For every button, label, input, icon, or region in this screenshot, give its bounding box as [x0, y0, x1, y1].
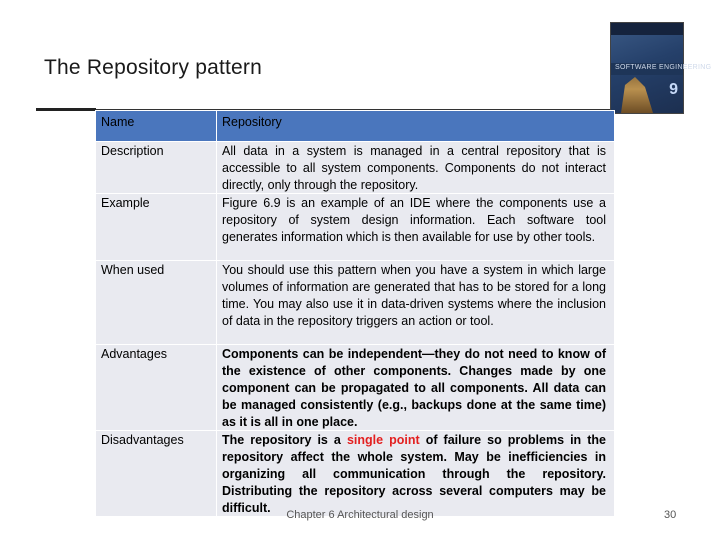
- book-cover-image: [610, 22, 712, 114]
- row-value-advantages: Components can be independent—they do not need to know of the existence of other components. Changes made by one component can be propagated to all components. All data can be managed consistently (e.g., backups done at the same time) as it is all in one place.: [217, 345, 615, 431]
- row-key-disadvantages: Disadvantages: [96, 431, 217, 517]
- row-value-when-used: You should use this pattern when you have a system in which large volumes of information are generated that has to be stored for a long time. You may also use it in data-driven systems where the inclusion of data in the repository triggers an action or tool.: [217, 261, 615, 345]
- book-cover-edition: 9: [669, 81, 678, 98]
- row-key-example: Example: [96, 194, 217, 261]
- row-key-advantages: Advantages: [96, 345, 217, 431]
- table-row: [96, 345, 615, 431]
- table-row: [96, 194, 615, 261]
- header-value-cell: Repository: [217, 111, 615, 142]
- page-number: 30: [664, 509, 677, 521]
- book-cover-title: SOFTWARE ENGINEERING: [615, 64, 712, 71]
- row-value-disadvantages: [217, 431, 615, 517]
- row-key-when-used: When used: [96, 261, 217, 345]
- table-header-row: [96, 111, 615, 142]
- row-value-example: Figure 6.9 is an example of an IDE where the components use a repository of system design information. Each software tool generates information which is then available for use by other tools.: [217, 194, 615, 261]
- row-value-description: All data in a system is managed in a central repository that is accessible to all system components. Components do not interact directly, only through the repository.: [217, 142, 615, 194]
- pattern-table: [95, 110, 615, 517]
- row-key-description: Description: [96, 142, 217, 194]
- disadvantages-highlight: single point: [346, 433, 420, 448]
- disadvantages-text-start: The repository is a: [222, 433, 347, 448]
- slide-title: The Repository pattern: [44, 56, 263, 79]
- table-row: [96, 142, 615, 194]
- disadvantages-text-end: of failure so problems in the repository affect the whole system. May be inefficiencies in organizing all communication through the repository. Distributing the repository across several computers may be difficult.: [222, 433, 606, 515]
- table-row: [96, 261, 615, 345]
- slide-footer: Chapter 6 Architectural design: [286, 509, 434, 521]
- header-key-cell: Name: [96, 111, 217, 142]
- table-row: [96, 431, 615, 517]
